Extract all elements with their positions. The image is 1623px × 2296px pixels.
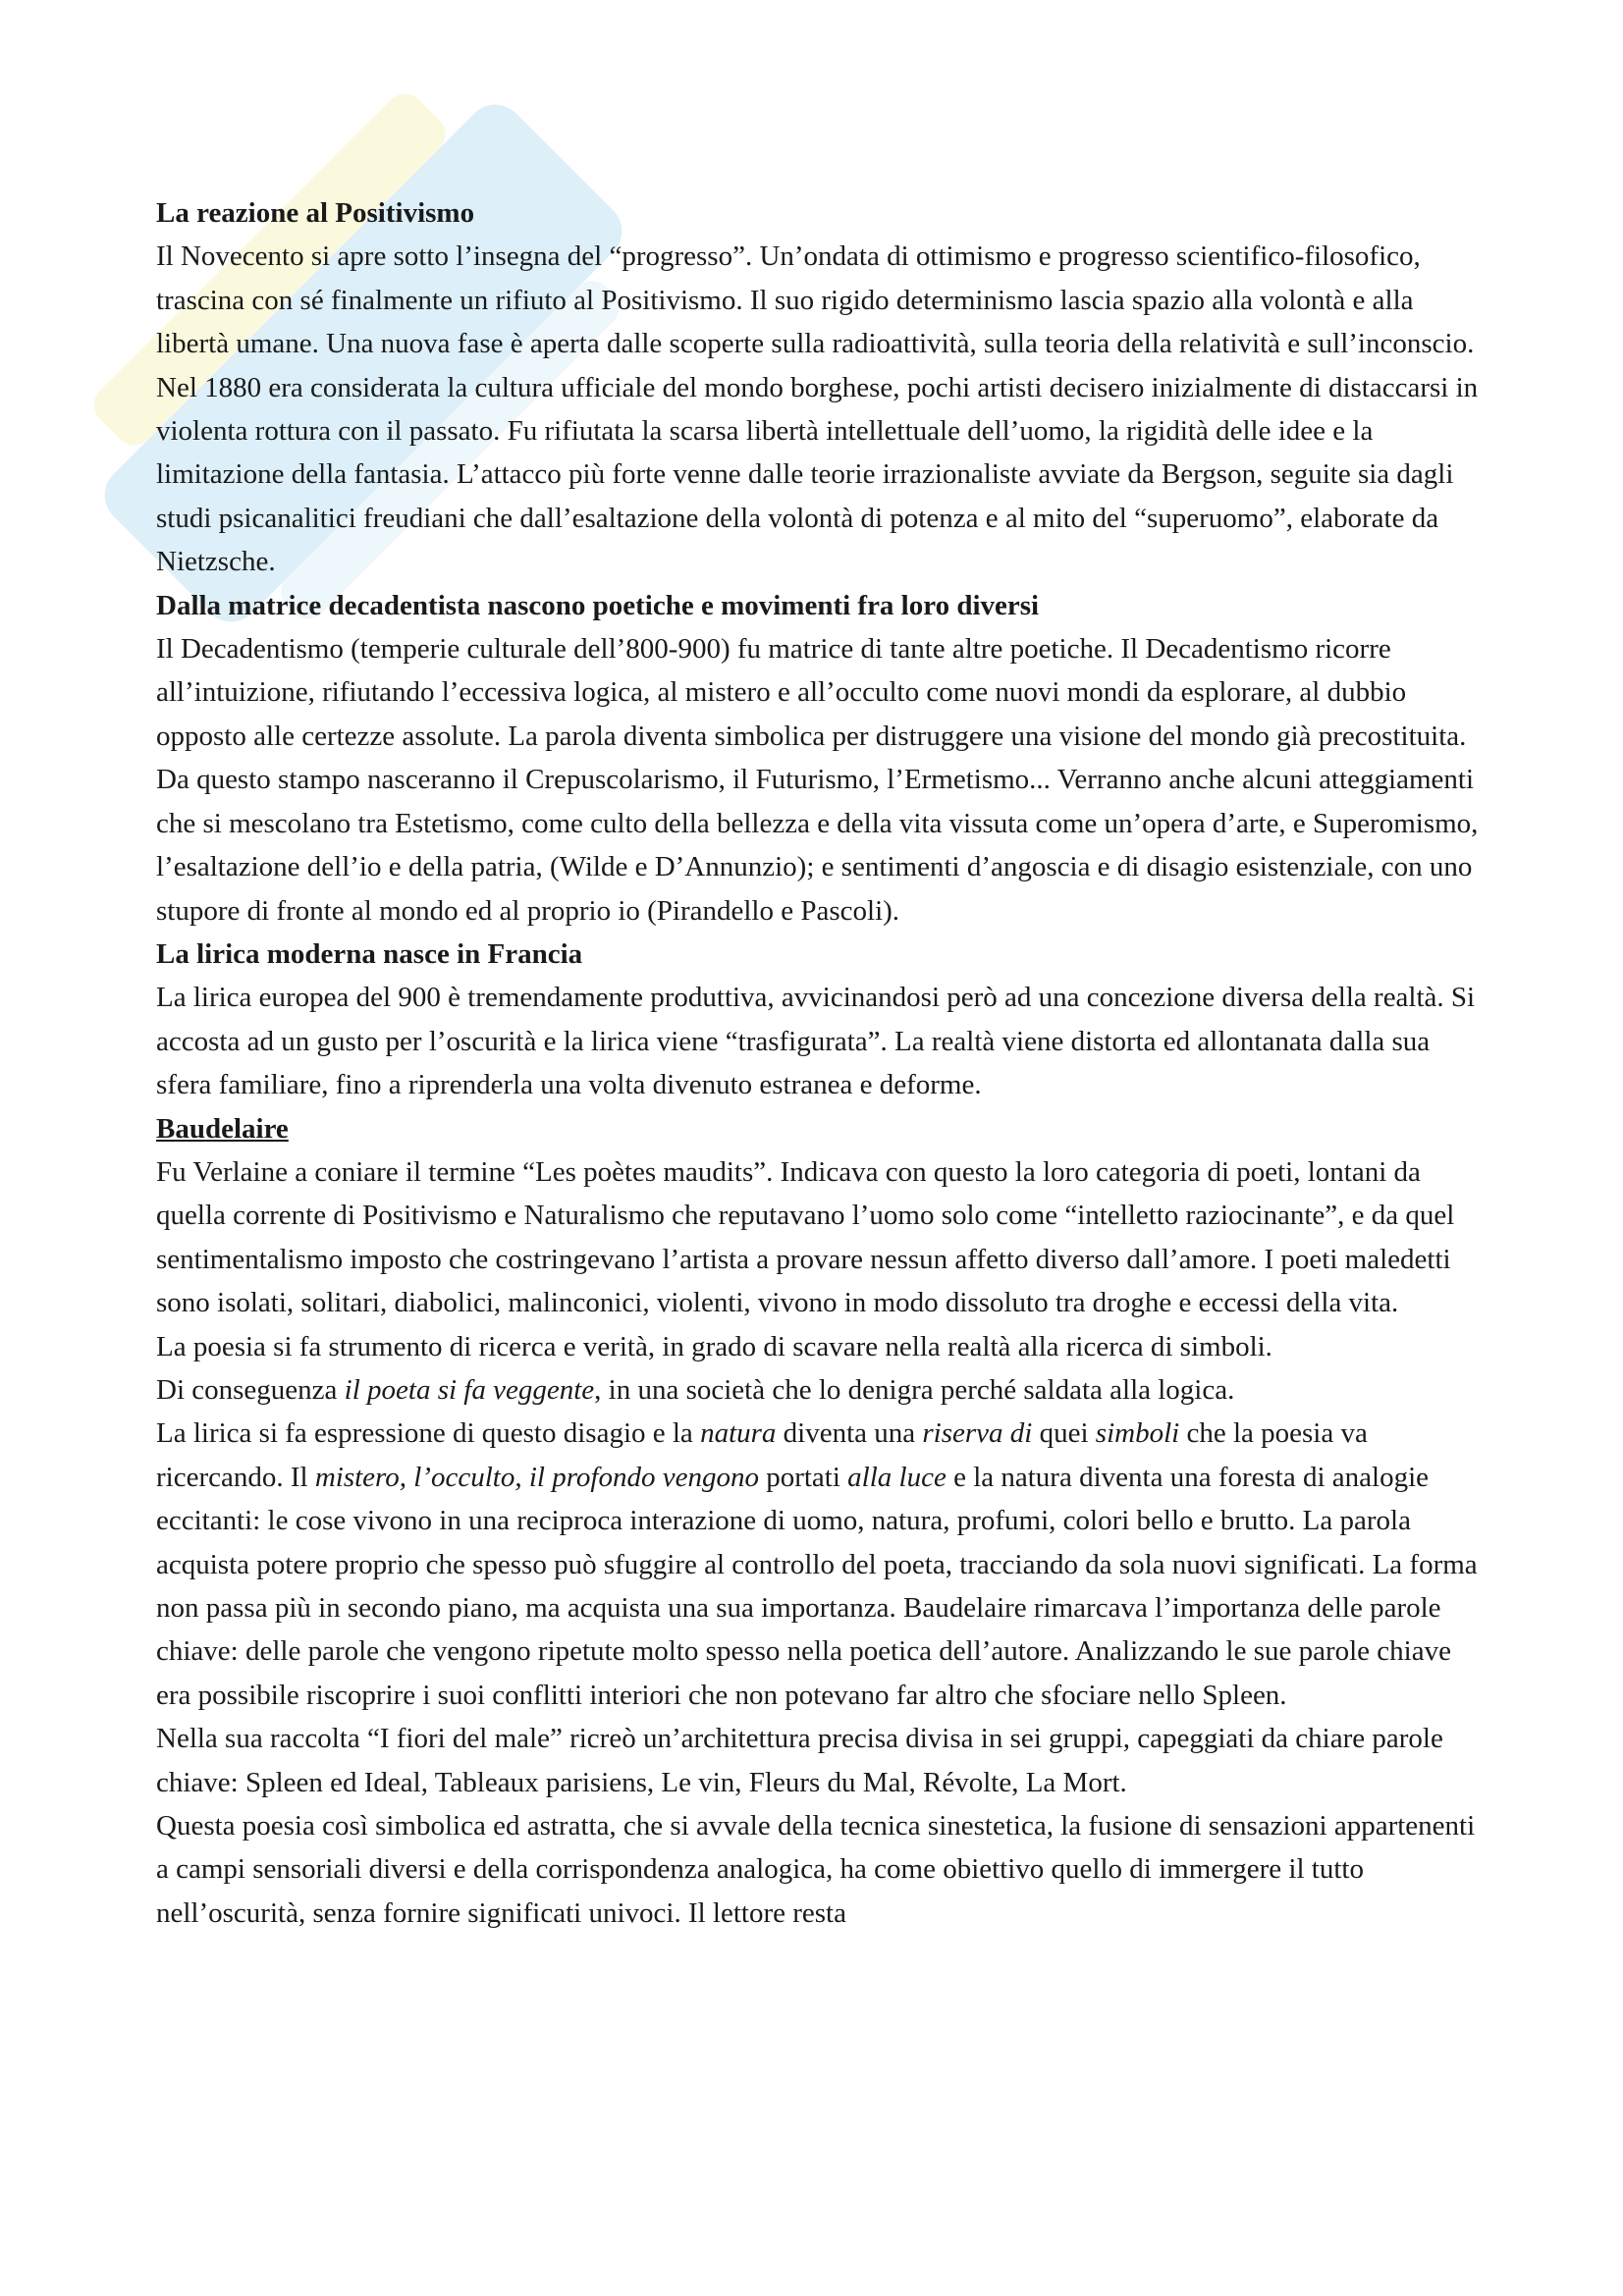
paragraph-baudelaire-3 xyxy=(156,1368,1491,1412)
italic-run: mistero, l’occulto, il profondo vengono xyxy=(314,1461,759,1493)
text-run: , in una società che lo denigra perché saldata alla logica. xyxy=(594,1373,1235,1406)
paragraph-baudelaire-4 xyxy=(156,1412,1491,1717)
paragraph-decadentismo: Il Decadentismo (temperie culturale dell’800-900) fu matrice di tante altre poetiche. Il Decadentismo ricorre all’intuizione, rifiutando l’eccessiva logica, al mistero e all’occulto come nuovi mondi da esplorare, al dubbio opposto alle certezze assolute. La parola diventa simbolica per distruggere una visione del mondo già precostituita. Da questo stampo nasceranno il Crepuscolarismo, il Futurismo, l’Ermetismo... Verranno anche alcuni atteggiamenti che si mescolano tra Estetismo, come culto della bellezza e della vita vissuta come un’opera d’arte, e Superomismo, l’esaltazione dell’io e della patria, (Wilde e D’Annunzio); e sentimenti d’angoscia e di disagio esistenziale, con uno stupore di fronte al mondo ed al proprio io (Pirandello e Pascoli). xyxy=(156,633,1479,927)
text-run: diventa una xyxy=(776,1417,923,1450)
italic-run: il poeta si fa veggente xyxy=(344,1373,595,1406)
italic-run: simboli xyxy=(1095,1417,1180,1450)
italic-run: alla luce xyxy=(847,1461,947,1493)
text-run: La lirica si fa espressione di questo disagio e la xyxy=(156,1417,701,1450)
paragraph-baudelaire-6: Questa poesia così simbolica ed astratta, che si avvale della tecnica sinestetica, la fusione di sensazioni appartenenti a campi sensoriali diversi e della corrispondenza analogica, ha come obiettivo quello di immergere il tutto nell’oscurità, senza fornire significati univoci. Il lettore resta xyxy=(156,1810,1476,1929)
text-run: portati xyxy=(758,1461,848,1493)
italic-run: natura xyxy=(700,1417,777,1450)
text-run: che la poesia va ricercando. Il xyxy=(156,1417,1368,1493)
text-run: quei xyxy=(1032,1417,1096,1450)
section-heading-positivismo: La reazione al Positivismo xyxy=(156,197,475,229)
document-page xyxy=(156,191,1491,1935)
section-heading-baudelaire: Baudelaire xyxy=(156,1112,289,1145)
text-run: Di conseguenza xyxy=(156,1373,345,1406)
italic-run: riserva di xyxy=(922,1417,1033,1450)
paragraph-baudelaire-1: Fu Verlaine a coniare il termine “Les poètes maudits”. Indicava con questo la loro categoria di poeti, lontani da quella corrente di Positivismo e Naturalismo che reputavano l’uomo solo come “intelletto raziocinante”, e da quel sentimentalismo imposto che costringevano l’artista a provare nessun affetto diverso dall’amore. I poeti maledetti sono isolati, solitari, diabolici, malinconici, violenti, vivono in modo dissoluto tra droghe e eccessi della vita. xyxy=(156,1155,1455,1319)
text-run: e la natura diventa una foresta di analogie eccitanti: le cose vivono in una reciproca interazione di uomo, natura, profumi, colori bello e brutto. La parola acquista potere proprio che spesso può sfuggire al controllo del poeta, tracciando da sola nuovi significati. La forma non passa più in secondo piano, ma acquista una sua importanza. Baudelaire rimarcava l’importanza delle parole chiave: delle parole che vengono ripetute molto spesso nella poetica dell’autore. Analizzando le sue parole chiave era possibile riscoprire i suoi conflitti interiori che non potevano far altro che sfociare nello Spleen. xyxy=(156,1461,1478,1711)
section-heading-lirica: La lirica moderna nasce in Francia xyxy=(156,937,583,970)
section-heading-decadentismo: Dalla matrice decadentista nascono poetiche e movimenti fra loro diversi xyxy=(156,589,1040,621)
paragraph-baudelaire-2: La poesia si fa strumento di ricerca e verità, in grado di scavare nella realtà alla ricerca di simboli. xyxy=(156,1330,1272,1362)
paragraph-positivismo: Il Novecento si apre sotto l’insegna del “progresso”. Un’ondata di ottimismo e progresso scientifico-filosofico, trascina con sé finalmente un rifiuto al Positivismo. Il suo rigido determinismo lascia spazio alla volontà e alla libertà umane. Una nuova fase è aperta dalle scoperte sulla radioattività, sulla teoria della relatività e sull’inconscio. Nel 1880 era considerata la cultura ufficiale del mondo borghese, pochi artisti decisero inizialmente di distaccarsi in violenta rottura con il passato. Fu rifiutata la scarsa libertà intellettuale dell’uomo, la rigidità delle idee e la limitazione della fantasia. L’attacco più forte venne dalle teorie irrazionaliste avviate da Bergson, seguite sia dagli studi psicanalitici freudiani che dall’esaltazione della volontà di potenza e al mito del “superuomo”, elaborate da Nietzsche. xyxy=(156,240,1479,578)
paragraph-lirica: La lirica europea del 900 è tremendamente produttiva, avvicinandosi però ad una concezione diversa della realtà. Si accosta ad un gusto per l’oscurità e la lirica viene “trasfigurata”. La realtà viene distorta ed allontanata dalla sua sfera familiare, fino a riprenderla una volta divenuto estranea e deforme. xyxy=(156,982,1476,1101)
paragraph-baudelaire-5: Nella sua raccolta “I fiori del male” ricreò un’architettura precisa divisa in sei gruppi, capeggiati da chiare parole chiave: Spleen ed Ideal, Tableaux parisiens, Le vin, Fleurs du Mal, Révolte, La Mort. xyxy=(156,1723,1443,1798)
